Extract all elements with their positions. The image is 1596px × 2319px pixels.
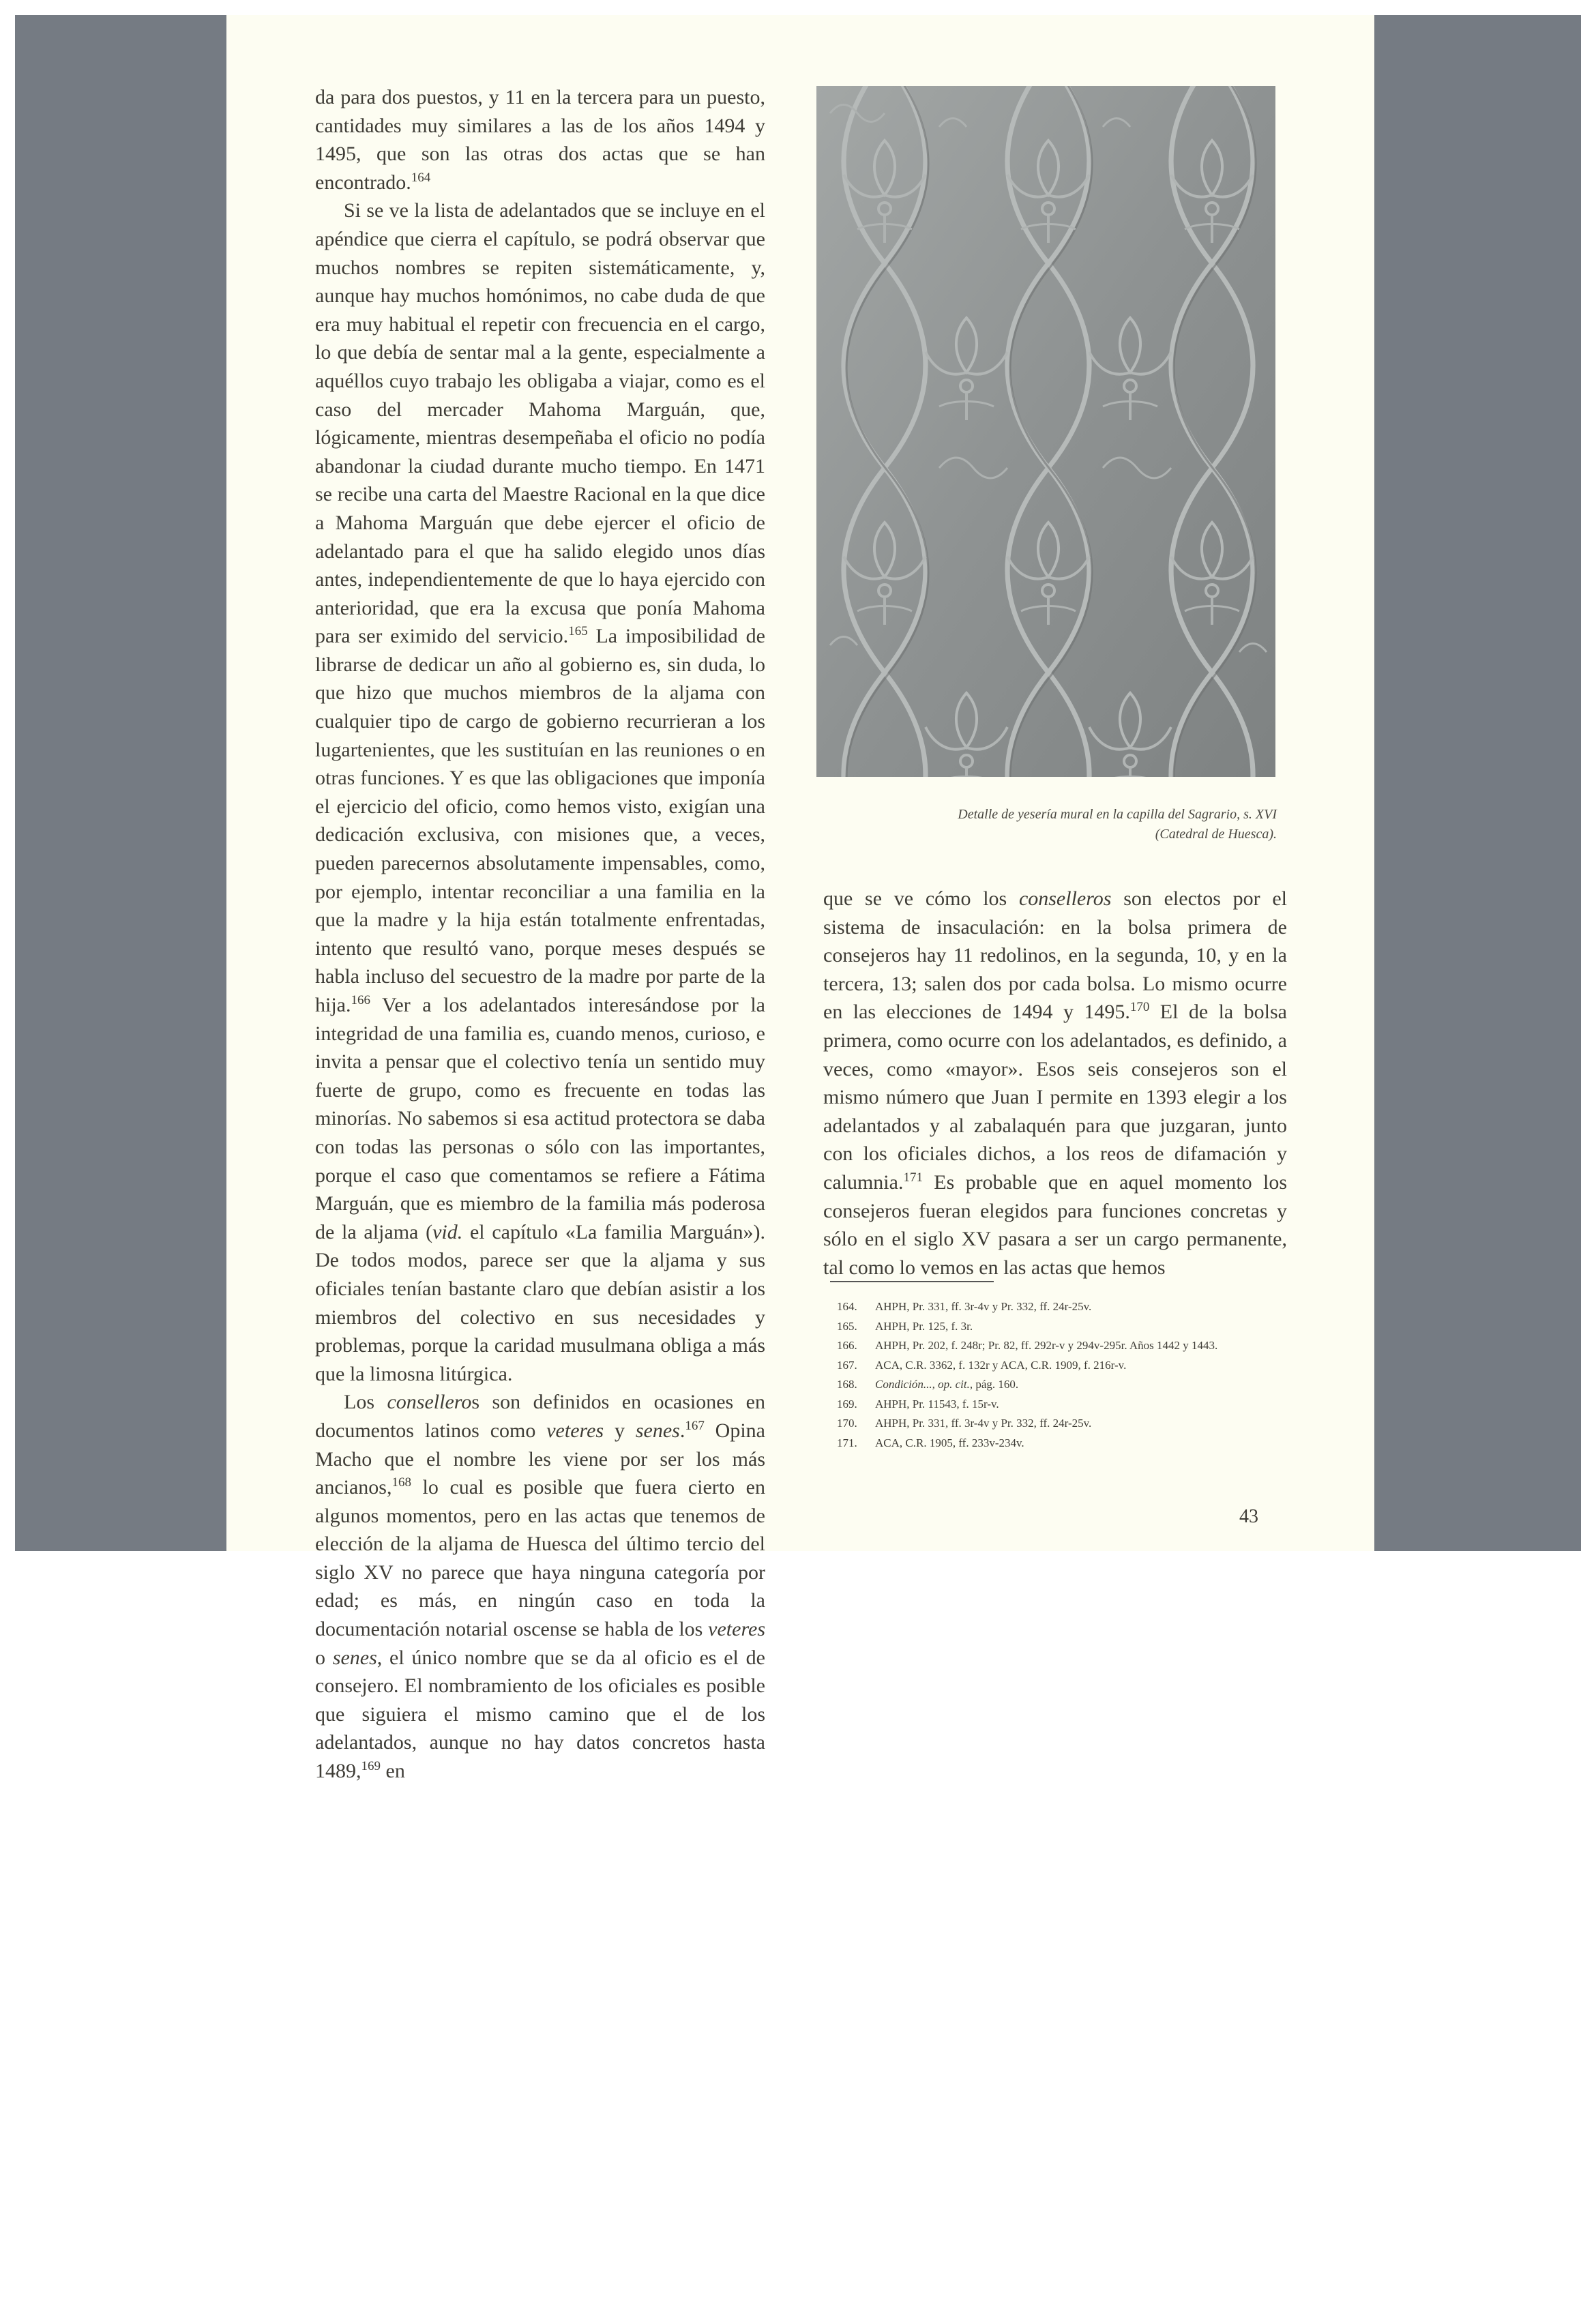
footnote-number: 166. — [837, 1339, 857, 1352]
book-page — [226, 15, 1374, 1783]
footnote-ref: 169 — [361, 1759, 381, 1774]
footnote-ref: 168 — [391, 1475, 411, 1490]
text-run: La imposibilidad de librarse de dedicar un año al gobierno es, sin duda, lo que hizo que muchos miembros de la aljama con cualquier tipo de cargo de gobierno recurrieran a los lugartenientes, que les sustituían en las reuniones o en otras funciones. Y es que las obligaciones que imponía el ejercicio del oficio, como hemos visto, exigían una dedicación exclusiva, con misiones que, a veces, pueden parecernos absolutamente impensables, como, por ejemplo, intentar reconciliar a una familia en la que la madre y la hija están totalmente enfrentadas, intento que resultó vano, porque meses después se habla incluso del secuestro de la madre por parte de la hija. — [315, 625, 765, 1016]
text-run: son electos por el sistema de insaculación: en la bolsa primera de consejeros hay 11 redolinos, en la segunda, 10, y en la tercera, 13; salen dos por cada bolsa. Lo mismo ocurre en las elecciones de 1494 y 1495. — [823, 887, 1287, 1024]
footnote-text: AHPH, Pr. 202, f. 248r; Pr. 82, ff. 292r-v y 294v-295r. Años 1442 y 1443. — [875, 1339, 1218, 1352]
text-run: El de la bolsa primera, como ocurre con los adelantados, es definido, a veces, como «mayor». Esos seis consejeros son el mismo número que Juan I permite en 1393 elegir a los adelantados y al zabalaquén para que juzgaran, junto con los oficiales dichos, a los reos de difamación y calumnia. — [823, 1001, 1287, 1194]
text-run: y — [604, 1419, 636, 1442]
footnote-text: ACA, C.R. 1905, ff. 233v-234v. — [875, 1436, 1024, 1449]
text-run: Ver a los adelantados interesándose por la integridad de una familia es, cuando menos, curioso, e invita a pensar que el colectivo tenía un sentido muy fuerte de grupo, como es frecuente en todas las minorías. No sabemos si esa actitud protectora se daba con todas las personas o sólo con las importantes, porque el caso que comentamos se refiere a Fátima Marguán, que es miembro de la familia más poderosa de la aljama ( — [315, 994, 765, 1243]
footnote — [837, 1336, 1301, 1356]
paragraph-1 — [315, 83, 765, 196]
footnote-number: 168. — [837, 1378, 857, 1391]
footnote-text: AHPH, Pr. 125, f. 3r. — [875, 1319, 973, 1333]
footnote — [837, 1375, 1301, 1395]
footnote-text: AHPH, Pr. 11543, f. 15r-v. — [875, 1397, 999, 1410]
text-run: en — [381, 1760, 405, 1783]
text-run: Es probable que en aquel momento los consejeros fueran elegidos para funciones concretas y sólo en el siglo XV pasara a ser un cargo permanente, tal como lo vemos en las actas que hemos — [823, 1170, 1287, 1279]
left-text-column — [315, 83, 765, 1786]
caption-line-1: Detalle de yesería mural en la capilla del Sagrario, s. XVI — [958, 807, 1277, 822]
footnote-text: Condición..., op. cit., pág. 160. — [875, 1378, 1019, 1391]
italic-term: conselleros — [1018, 887, 1112, 910]
footnote-number: 171. — [837, 1436, 857, 1449]
footnote-text: ACA, C.R. 3362, f. 132r y ACA, C.R. 1909, f. 216r-v. — [875, 1358, 1127, 1372]
text-run: o — [315, 1646, 333, 1669]
footnote — [837, 1297, 1301, 1317]
text-run: Los — [344, 1391, 387, 1414]
italic-term: senes — [332, 1646, 377, 1669]
footnote-separator — [830, 1281, 994, 1282]
footnote-ref: 171 — [903, 1170, 923, 1185]
text-run: , el único nombre que se da al oficio es el de consejero. El nombramiento de los oficiales es posible que siguiera el mismo camino que el de los adelantados, aunque no hay datos concretos hasta 1489, — [315, 1646, 765, 1783]
text-run: . — [679, 1419, 685, 1442]
footnote-text: AHPH, Pr. 331, ff. 3r-4v y Pr. 332, ff. 24r-25v. — [875, 1417, 1092, 1430]
text-run: Si se ve la lista de adelantados que se incluye en el apéndice que cierra el capítulo, se podrá observar que muchos nombres se repiten sistemáticamente, y, aunque hay muchos homónimos, no cabe duda de que era muy habitual el repetir con frecuencia en el cargo, lo que debía de sentar mal a la gente, especialmente a aquéllos cuyo trabajo les obligaba a viajar, como es el caso del mercader Mahoma Marguán, que, lógicamente, mientras desempeñaba el oficio no podía abandonar la ciudad durante mucho tiempo. En 1471 se recibe una carta del Maestre Racional en la que dice a Mahoma Marguán que debe ejercer el oficio de adelantado para el que ha salido elegido unos días antes, independientemente de que lo haya ejercido con anterioridad, que era la excusa que ponía Mahoma para ser eximido del servicio. — [315, 199, 765, 648]
italic-term: senes — [635, 1419, 680, 1442]
footnote-number: 165. — [837, 1319, 857, 1333]
plasterwork-photo — [816, 86, 1275, 777]
text-run: Opina Macho que el nombre les viene por ser los más ancianos, — [315, 1419, 765, 1499]
footnote-number: 170. — [837, 1417, 857, 1430]
italic-term: veteres — [708, 1618, 765, 1641]
footnote-number: 169. — [837, 1397, 857, 1410]
text-run: el capítulo «La familia Marguán»). De todos modos, parece ser que la aljama y sus oficiales tenían bastante claro que debían asistir a los miembros del colectivo en sus necesidades y problemas, porque la caridad musulmana obliga a más que la limosna litúrgica. — [315, 1220, 765, 1385]
footnote-ref: 167 — [685, 1418, 705, 1433]
paragraph-2 — [315, 196, 765, 1388]
figure-caption — [840, 805, 1277, 844]
text-run: lo cual es posible que fuera cierto en algunos momentos, pero en las actas que tenemos de elección de la aljama de Huesca del último tercio del siglo XV no parece que haya ninguna categoría por edad; es más, en ningún caso en toda la documentación notarial oscense se habla de los — [315, 1476, 765, 1641]
footnote-number: 164. — [837, 1300, 857, 1313]
footnote — [837, 1414, 1301, 1434]
footnote-ref: 165 — [568, 624, 588, 639]
page-number: 43 — [1239, 1506, 1258, 1527]
italic-term: vid. — [432, 1220, 463, 1243]
footnote-ref: 170 — [1129, 1000, 1150, 1015]
footnote — [837, 1356, 1301, 1376]
footnote — [837, 1434, 1301, 1453]
footnote-text: AHPH, Pr. 331, ff. 3r-4v y Pr. 332, ff. 24r-25v. — [875, 1300, 1092, 1313]
paragraph-3 — [315, 1388, 765, 1785]
italic-term: veteres — [546, 1419, 604, 1442]
text-run: que se ve cómo los — [823, 887, 1019, 910]
footnotes — [837, 1297, 1301, 1453]
right-text-column — [823, 885, 1287, 1282]
paragraph-4 — [823, 885, 1287, 1282]
footnote-ref: 164 — [411, 170, 431, 185]
italic-term: consellero — [387, 1391, 472, 1414]
caption-line-2: (Catedral de Huesca). — [1155, 827, 1277, 842]
text-run: da para dos puestos, y 11 en la tercera para un puesto, cantidades muy similares a las de los años 1494 y 1495, que son las otras dos actas que se han encontrado. — [315, 86, 765, 194]
text-run: s son definidos en ocasiones en documentos latinos como — [315, 1391, 766, 1442]
footnote — [837, 1395, 1301, 1415]
footnote-ref: 166 — [351, 993, 370, 1007]
footnote-number: 167. — [837, 1358, 857, 1372]
footnote — [837, 1317, 1301, 1337]
